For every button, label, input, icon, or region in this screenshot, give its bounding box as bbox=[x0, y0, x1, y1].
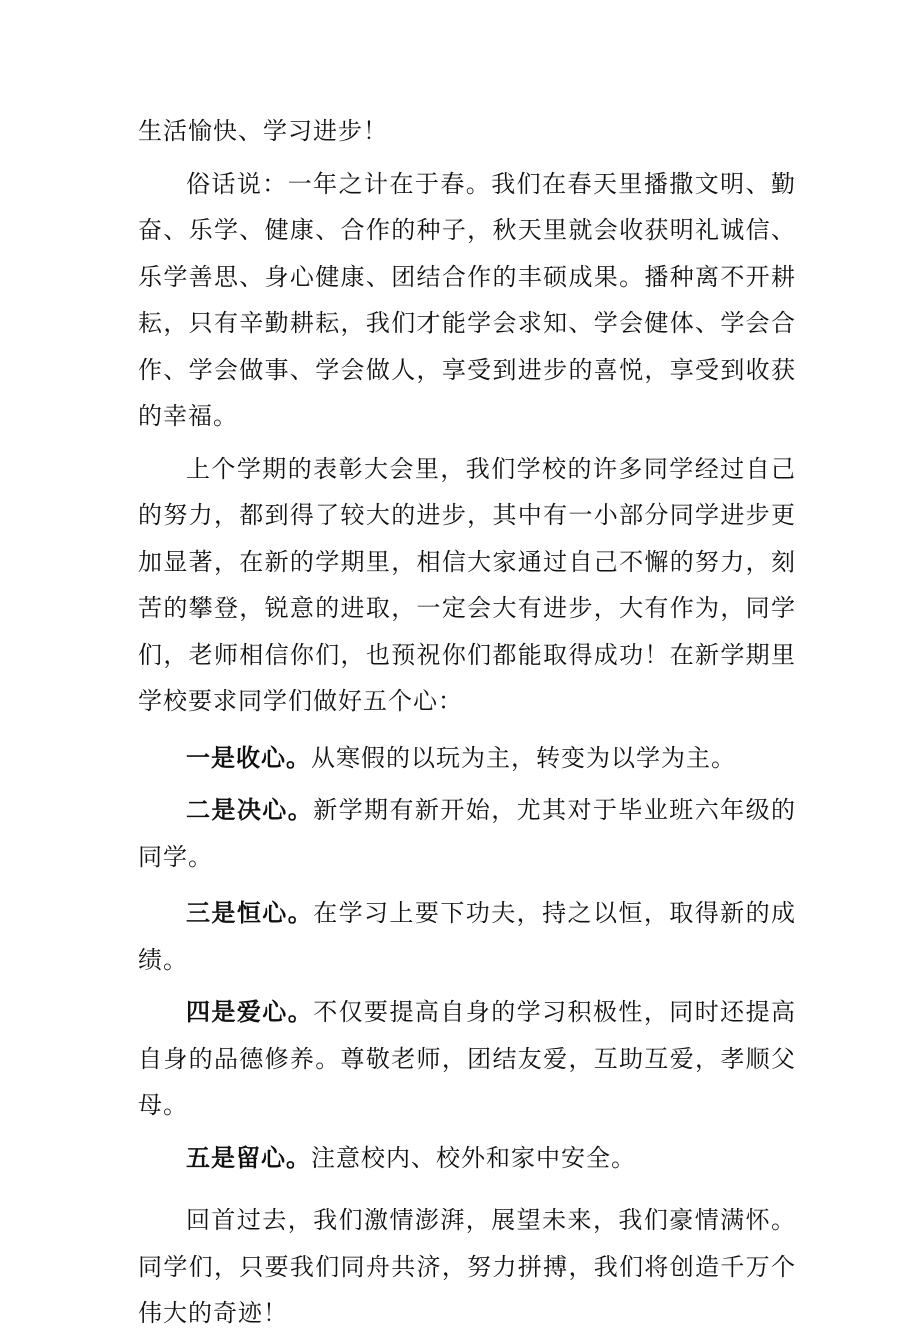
paragraph-text: 俗话说：一年之计在于春。我们在春天里播撒文明、勤奋、乐学、健康、合作的种子，秋天里就会收获明礼诚信、乐学善思、身心健康、团结合作的丰硕成果。播种离不开耕耘，只有辛勤耕耘，我们才能学会求知、学会健体、学会合作、学会做事、学会做人，享受到进步的喜悦，享受到收获的幸福。 bbox=[138, 169, 796, 430]
paragraph-heart-one bbox=[138, 735, 796, 782]
paragraph-text: 回首过去，我们激情澎湃，展望未来，我们豪情满怀。同学们，只要我们同舟共济，努力拼搏，我们将创造千万个伟大的奇迹！ bbox=[138, 1206, 796, 1327]
paragraph-spring-proverb bbox=[138, 161, 796, 440]
paragraph-text: 在学习上要下功夫，持之以恒，取得新的成绩。 bbox=[138, 899, 797, 974]
paragraph-heart-five bbox=[138, 1135, 796, 1182]
paragraph-text: 从寒假的以玩为主，转变为以学为主。 bbox=[311, 743, 736, 772]
paragraph-last-semester bbox=[138, 446, 796, 725]
paragraph-lead: 三是恒心。 bbox=[186, 898, 314, 927]
document-body bbox=[138, 108, 796, 1337]
paragraph-text: 不仅要提高自身的学习积极性，同时还提高自身的品德修养。尊敬老师，团结友爱，互助互爱，孝顺父母。 bbox=[138, 998, 797, 1119]
paragraph-text: 生活愉快、学习进步！ bbox=[138, 117, 388, 145]
paragraph-lead: 二是决心。 bbox=[186, 795, 314, 824]
paragraph-heart-two bbox=[138, 787, 796, 880]
paragraph-heart-three bbox=[138, 890, 796, 983]
paragraph-lead: 四是爱心。 bbox=[186, 997, 314, 1026]
paragraph-text: 新学期有新开始，尤其对于毕业班六年级的同学。 bbox=[138, 796, 797, 871]
paragraph-heart-four bbox=[138, 989, 796, 1129]
paragraph-conclusion bbox=[138, 1197, 796, 1337]
paragraph-closing-line bbox=[138, 108, 796, 155]
paragraph-text: 注意校内、校外和家中安全。 bbox=[311, 1143, 636, 1172]
paragraph-lead: 一是收心。 bbox=[186, 742, 311, 772]
paragraph-text: 上个学期的表彰大会里，我们学校的许多同学经过自己的努力，都到得了较大的进步，其中有一小部分同学进步更加显著，在新的学期里，相信大家通过自己不懈的努力，刻苦的攀登，锐意的进取，一定会大有进步，大有作为，同学们，老师相信你们，也预祝你们都能取得成功！在新学期里学校要求同学们做好五个心： bbox=[138, 454, 796, 715]
paragraph-lead: 五是留心。 bbox=[186, 1142, 311, 1172]
